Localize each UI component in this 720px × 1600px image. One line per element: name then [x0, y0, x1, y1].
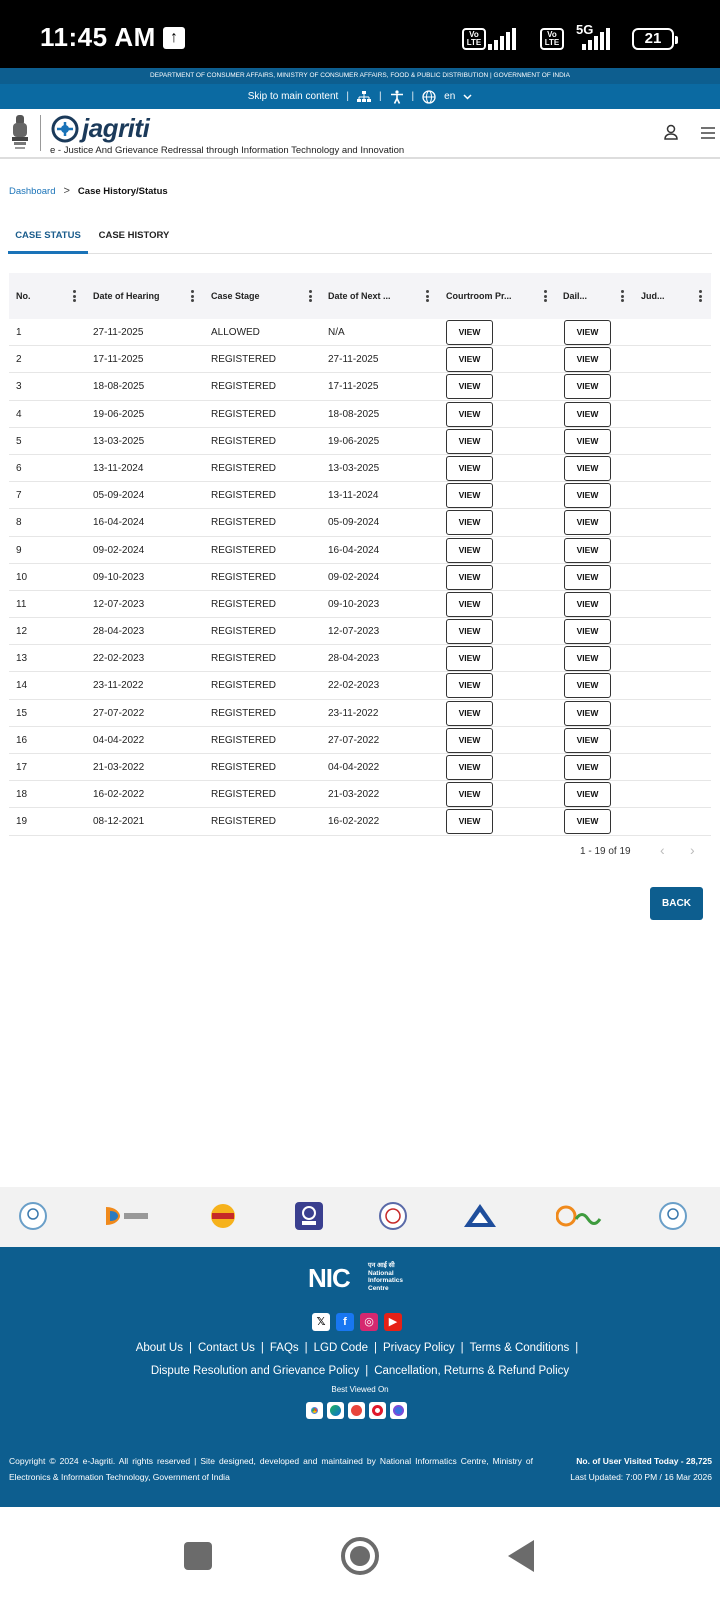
breadcrumb-current: Case History/Status [77, 185, 168, 197]
ncdrc-logo-icon[interactable] [18, 1201, 48, 1231]
cell-no: 4 [16, 408, 22, 420]
nic-logo-mark: NIC [308, 1263, 350, 1293]
courtroom-proceeding-view-button[interactable]: VIEW [446, 701, 493, 726]
consumer-affairs-seal-icon[interactable] [378, 1201, 408, 1231]
courtroom-proceeding-view-button[interactable]: VIEW [446, 592, 493, 617]
cell-next-date: 09-10-2023 [328, 598, 380, 610]
courtroom-proceeding-view-button[interactable]: VIEW [446, 619, 493, 644]
cell-hearing-date: 19-06-2025 [93, 408, 145, 420]
mygov-logo-icon[interactable] [556, 1201, 602, 1231]
cell-hearing-date: 23-11-2022 [93, 680, 144, 692]
table-row [9, 591, 711, 618]
cell-case-stage: REGISTERED [211, 408, 277, 420]
cell-no: 6 [16, 462, 22, 474]
logo-divider [40, 115, 41, 151]
best-viewed-label: Best Viewed On [331, 1385, 389, 1394]
footer-link[interactable]: LGD Code [313, 1342, 368, 1354]
cell-hearing-date: 09-02-2024 [93, 544, 145, 556]
signal-2-icon: Vo LTE [540, 26, 564, 50]
site-tagline: e - Justice And Grievance Redressal through Information Technology and Innovation [50, 145, 405, 156]
signal-bars-icon [582, 26, 610, 50]
cell-next-date: 22-02-2023 [328, 680, 380, 692]
table-row [9, 645, 711, 672]
bis-logo-icon[interactable] [462, 1201, 498, 1231]
user-icon[interactable] [662, 123, 680, 141]
breadcrumb-dashboard[interactable]: Dashboard [9, 185, 56, 197]
cell-next-date: 05-09-2024 [328, 517, 380, 529]
cell-next-date: 23-11-2022 [328, 707, 379, 719]
column-header-judgment[interactable]: Jud... [641, 291, 665, 301]
courtroom-proceeding-view-button[interactable]: VIEW [446, 538, 493, 563]
cell-no: 11 [16, 598, 27, 610]
footer-link-separator: | [575, 1342, 579, 1354]
battery-icon: 21 [632, 28, 674, 50]
jagriti-logo-icon[interactable] [50, 114, 80, 144]
courtroom-proceeding-view-button[interactable]: VIEW [446, 510, 493, 535]
daily-order-view-button[interactable]: VIEW [564, 619, 611, 644]
table-row [9, 401, 711, 428]
site-logo-text[interactable]: jagriti [82, 113, 150, 143]
cell-next-date: 28-04-2023 [328, 653, 380, 665]
site-footer [0, 1247, 720, 1507]
signal-1-icon: Vo LTE [462, 26, 516, 50]
firefox-icon [390, 1402, 407, 1419]
table-row [9, 618, 711, 645]
footer-link[interactable]: Privacy Policy [383, 1342, 455, 1354]
cell-next-date: 12-07-2023 [328, 626, 380, 638]
column-menu-icon[interactable] [426, 290, 429, 302]
home-button[interactable] [341, 1537, 379, 1575]
table-body [9, 319, 711, 836]
edge-icon [327, 1402, 344, 1419]
daily-order-view-button[interactable]: VIEW [564, 347, 611, 372]
cell-no: 16 [16, 734, 28, 746]
column-header-daily[interactable]: Dail... [563, 291, 588, 301]
tab-case-history[interactable]: CASE HISTORY [98, 230, 170, 241]
cell-case-stage: REGISTERED [211, 762, 277, 773]
courtroom-proceeding-view-button[interactable]: VIEW [446, 374, 493, 399]
cell-case-stage: REGISTERED [211, 734, 277, 746]
cell-no: 7 [16, 490, 22, 502]
site-header [0, 109, 720, 159]
cell-next-date: 27-07-2022 [328, 734, 380, 746]
last-updated: Last Updated: 7:00 PM / 16 Mar 2026 [570, 1472, 712, 1482]
column-menu-icon[interactable] [191, 290, 194, 302]
cell-case-stage: REGISTERED [211, 381, 277, 393]
supported-browsers [306, 1402, 407, 1419]
cell-hearing-date: 13-11-2024 [93, 462, 144, 474]
x-twitter-icon[interactable]: 𝕏 [312, 1313, 330, 1331]
table-row [9, 482, 711, 509]
cell-next-date: N/A [328, 327, 345, 338]
table-row [9, 537, 711, 564]
table-row [9, 700, 711, 727]
cell-case-stage: REGISTERED [211, 462, 277, 474]
footer-link-separator: | [460, 1342, 464, 1354]
next-page-button[interactable]: › [690, 842, 695, 858]
tab-case-status[interactable]: CASE STATUS [8, 226, 88, 254]
daily-order-view-button[interactable]: VIEW [564, 320, 611, 345]
courtroom-proceeding-view-button[interactable]: VIEW [446, 673, 493, 698]
chrome-icon [306, 1402, 323, 1419]
courtroom-proceeding-view-button[interactable]: VIEW [446, 565, 493, 590]
cell-no: 17 [16, 762, 28, 773]
courtroom-proceeding-view-button[interactable]: VIEW [446, 782, 493, 807]
skip-to-main-link[interactable]: Skip to main content [247, 91, 339, 102]
cell-hearing-date: 13-03-2025 [93, 435, 145, 447]
cell-case-stage: REGISTERED [211, 354, 277, 366]
ncdrc-logo-icon-right[interactable] [658, 1201, 688, 1231]
cell-next-date: 16-04-2024 [328, 544, 380, 556]
footer-links [0, 1337, 720, 1383]
cell-case-stage: REGISTERED [211, 544, 277, 556]
breadcrumb-separator: > [63, 185, 70, 197]
cell-case-stage: REGISTERED [211, 707, 277, 719]
column-header-no[interactable]: No. [16, 291, 31, 301]
footer-link-separator: | [304, 1342, 308, 1354]
cell-next-date: 16-02-2022 [328, 816, 380, 828]
cell-hearing-date: 05-09-2024 [93, 490, 145, 502]
cell-hearing-date: 18-08-2025 [93, 381, 145, 393]
column-menu-icon[interactable] [699, 290, 702, 302]
footer-link[interactable]: Contact Us [198, 1342, 255, 1354]
daily-order-view-button[interactable]: VIEW [564, 809, 611, 834]
cell-no: 18 [16, 789, 28, 801]
daily-order-view-button[interactable]: VIEW [564, 374, 611, 399]
language-select[interactable]: en [444, 91, 456, 102]
table-row [9, 727, 711, 754]
upload-icon: ↑ [163, 27, 185, 49]
previous-page-button[interactable]: ‹ [660, 842, 665, 858]
cell-no: 19 [16, 816, 28, 828]
courtroom-proceeding-view-button[interactable]: VIEW [446, 755, 493, 780]
column-menu-icon[interactable] [621, 290, 624, 302]
footer-links-row-1 [0, 1337, 720, 1360]
footer-link-separator: | [365, 1365, 369, 1377]
cell-next-date: 17-11-2025 [328, 381, 379, 393]
cell-no: 15 [16, 707, 28, 719]
visitor-count: No. of User Visited Today - 28,725 [576, 1456, 712, 1466]
table-row [9, 808, 711, 835]
courtroom-proceeding-view-button[interactable]: VIEW [446, 347, 493, 372]
national-emblem-icon [9, 113, 31, 153]
cell-next-date: 21-03-2022 [328, 789, 380, 801]
daily-order-view-button[interactable]: VIEW [564, 483, 611, 508]
table-row [9, 754, 711, 781]
sitemap-icon[interactable] [357, 91, 371, 103]
daily-order-view-button[interactable]: VIEW [564, 510, 611, 535]
cell-no: 9 [16, 544, 22, 556]
footer-link[interactable]: Dispute Resolution and Grievance Policy [150, 1365, 360, 1377]
cell-no: 10 [16, 571, 28, 583]
cell-case-stage: REGISTERED [211, 571, 277, 583]
status-time: 11:45 AM [40, 22, 156, 52]
cell-no: 8 [16, 517, 22, 529]
cell-case-stage: REGISTERED [211, 435, 277, 447]
cell-hearing-date: 21-03-2022 [93, 762, 145, 773]
case-status-table [9, 273, 711, 836]
network-type: 5G [576, 22, 594, 37]
cell-case-stage: REGISTERED [211, 626, 277, 638]
chevron-down-icon[interactable] [463, 94, 472, 100]
cell-next-date: 27-11-2025 [328, 354, 379, 366]
table-row [9, 319, 711, 346]
cell-next-date: 09-02-2024 [328, 571, 380, 583]
footer-link-separator: | [374, 1342, 377, 1354]
courtroom-proceeding-view-button[interactable]: VIEW [446, 402, 493, 427]
courtroom-proceeding-view-button[interactable]: VIEW [446, 646, 493, 671]
daily-order-view-button[interactable]: VIEW [564, 429, 611, 454]
table-row [9, 564, 711, 591]
cell-hearing-date: 28-04-2023 [93, 626, 145, 638]
courtroom-proceeding-view-button[interactable]: VIEW [446, 483, 493, 508]
column-header-hearing-date[interactable]: Date of Hearing [93, 291, 160, 301]
cell-hearing-date: 16-02-2022 [93, 789, 145, 801]
daily-order-view-button[interactable]: VIEW [564, 402, 611, 427]
cell-case-stage: REGISTERED [211, 789, 277, 801]
breadcrumb [9, 185, 168, 197]
back-nav-button[interactable] [508, 1540, 534, 1572]
youtube-icon[interactable]: ▶ [384, 1313, 402, 1331]
daily-order-view-button[interactable]: VIEW [564, 538, 611, 563]
footer-link-separator: | [189, 1342, 192, 1354]
cell-hearing-date: 08-12-2021 [93, 816, 145, 828]
table-row [9, 455, 711, 482]
daily-order-view-button[interactable]: VIEW [564, 782, 611, 807]
recent-apps-button[interactable] [184, 1542, 212, 1570]
footer-link[interactable]: Cancellation, Returns & Refund Policy [374, 1365, 570, 1377]
safari-icon [348, 1402, 365, 1419]
system-navigation-bar [0, 1507, 720, 1600]
daily-order-view-button[interactable]: VIEW [564, 673, 611, 698]
cell-case-stage: REGISTERED [211, 816, 277, 828]
table-row [9, 781, 711, 808]
nic-logo[interactable] [308, 1261, 412, 1291]
cell-case-stage: REGISTERED [211, 490, 277, 502]
cell-case-stage: ALLOWED [211, 327, 260, 338]
daily-order-view-button[interactable]: VIEW [564, 565, 611, 590]
cell-no: 5 [16, 435, 22, 447]
cell-no: 2 [16, 354, 22, 366]
cell-no: 3 [16, 381, 22, 393]
column-header-courtroom[interactable]: Courtroom Pr... [446, 291, 512, 301]
cell-hearing-date: 22-02-2023 [93, 653, 145, 665]
instagram-icon[interactable]: ◎ [360, 1313, 378, 1331]
footer-links-row-2 [0, 1360, 720, 1383]
copyright-text: Copyright © 2024 e-Jagriti. All rights reserved | Site designed, developed and maintained by National Informatics Centre, Ministry of Electronics & Information Technology, Government of India [9, 1456, 533, 1482]
cell-hearing-date: 04-04-2022 [93, 734, 145, 746]
nic-logo-text: एन आई सी National Informatics Centre [368, 1262, 404, 1292]
accessibility-bar: Skip to main content | | | en [0, 84, 720, 109]
column-header-case-stage[interactable]: Case Stage [211, 291, 260, 301]
cell-hearing-date: 09-10-2023 [93, 571, 145, 583]
daily-order-view-button[interactable]: VIEW [564, 592, 611, 617]
cell-hearing-date: 12-07-2023 [93, 598, 145, 610]
jago-grahak-jago-logo-icon[interactable] [208, 1201, 238, 1231]
ministry-strip: DEPARTMENT OF CONSUMER AFFAIRS, MINISTRY OF CONSUMER AFFAIRS, FOOD & PUBLIC DISTRIBUTION | GOVERNMENT OF INDIA [0, 68, 720, 84]
column-menu-icon[interactable] [544, 290, 547, 302]
footer-link[interactable]: Terms & Conditions [469, 1342, 570, 1354]
globe-icon[interactable] [422, 90, 436, 104]
opera-icon [369, 1402, 386, 1419]
column-menu-icon[interactable] [309, 290, 312, 302]
social-links [312, 1313, 402, 1331]
facebook-icon[interactable]: f [336, 1313, 354, 1331]
cell-hearing-date: 27-11-2025 [93, 327, 144, 338]
column-menu-icon[interactable] [73, 290, 76, 302]
visitor-info [570, 1453, 712, 1485]
table-row [9, 428, 711, 455]
table-row [9, 373, 711, 400]
cell-next-date: 04-04-2022 [328, 762, 380, 773]
cell-hearing-date: 27-07-2022 [93, 707, 145, 719]
courtroom-proceeding-view-button[interactable]: VIEW [446, 728, 493, 753]
courtroom-proceeding-view-button[interactable]: VIEW [446, 456, 493, 481]
cell-no: 14 [16, 680, 28, 692]
footer-link-separator: | [260, 1342, 264, 1354]
cell-case-stage: REGISTERED [211, 653, 277, 665]
table-row [9, 509, 711, 536]
case-tabs [8, 226, 712, 254]
cell-case-stage: REGISTERED [211, 517, 277, 529]
digital-india-logo-icon[interactable] [102, 1201, 150, 1231]
back-button[interactable]: BACK [650, 887, 703, 920]
cell-next-date: 19-06-2025 [328, 435, 380, 447]
daily-order-view-button[interactable]: VIEW [564, 728, 611, 753]
hamburger-menu-icon[interactable] [700, 126, 716, 140]
cell-next-date: 18-08-2025 [328, 408, 380, 420]
table-row [9, 672, 711, 699]
table-header [9, 273, 711, 319]
daily-order-view-button[interactable]: VIEW [564, 456, 611, 481]
nch-logo-icon[interactable] [294, 1201, 324, 1231]
cell-next-date: 13-11-2024 [328, 490, 379, 502]
footer-link[interactable]: About Us [135, 1342, 183, 1354]
footer-link[interactable]: FAQs [269, 1342, 299, 1354]
daily-order-view-button[interactable]: VIEW [564, 646, 611, 671]
cell-case-stage: REGISTERED [211, 598, 277, 610]
daily-order-view-button[interactable]: VIEW [564, 755, 611, 780]
column-header-next-date[interactable]: Date of Next ... [328, 291, 391, 301]
table-row [9, 346, 711, 373]
cell-no: 13 [16, 653, 28, 665]
cell-case-stage: REGISTERED [211, 680, 277, 692]
cell-next-date: 13-03-2025 [328, 462, 380, 474]
accessibility-icon[interactable] [390, 90, 404, 104]
cell-hearing-date: 17-11-2025 [93, 354, 144, 366]
partner-logos [0, 1187, 720, 1247]
courtroom-proceeding-view-button[interactable]: VIEW [446, 429, 493, 454]
cell-no: 12 [16, 626, 28, 638]
status-bar [0, 0, 720, 68]
daily-order-view-button[interactable]: VIEW [564, 701, 611, 726]
pagination-range: 1 - 19 of 19 [580, 846, 631, 857]
cell-hearing-date: 16-04-2024 [93, 517, 145, 529]
cell-no: 1 [16, 327, 22, 338]
courtroom-proceeding-view-button[interactable]: VIEW [446, 809, 493, 834]
courtroom-proceeding-view-button[interactable]: VIEW [446, 320, 493, 345]
